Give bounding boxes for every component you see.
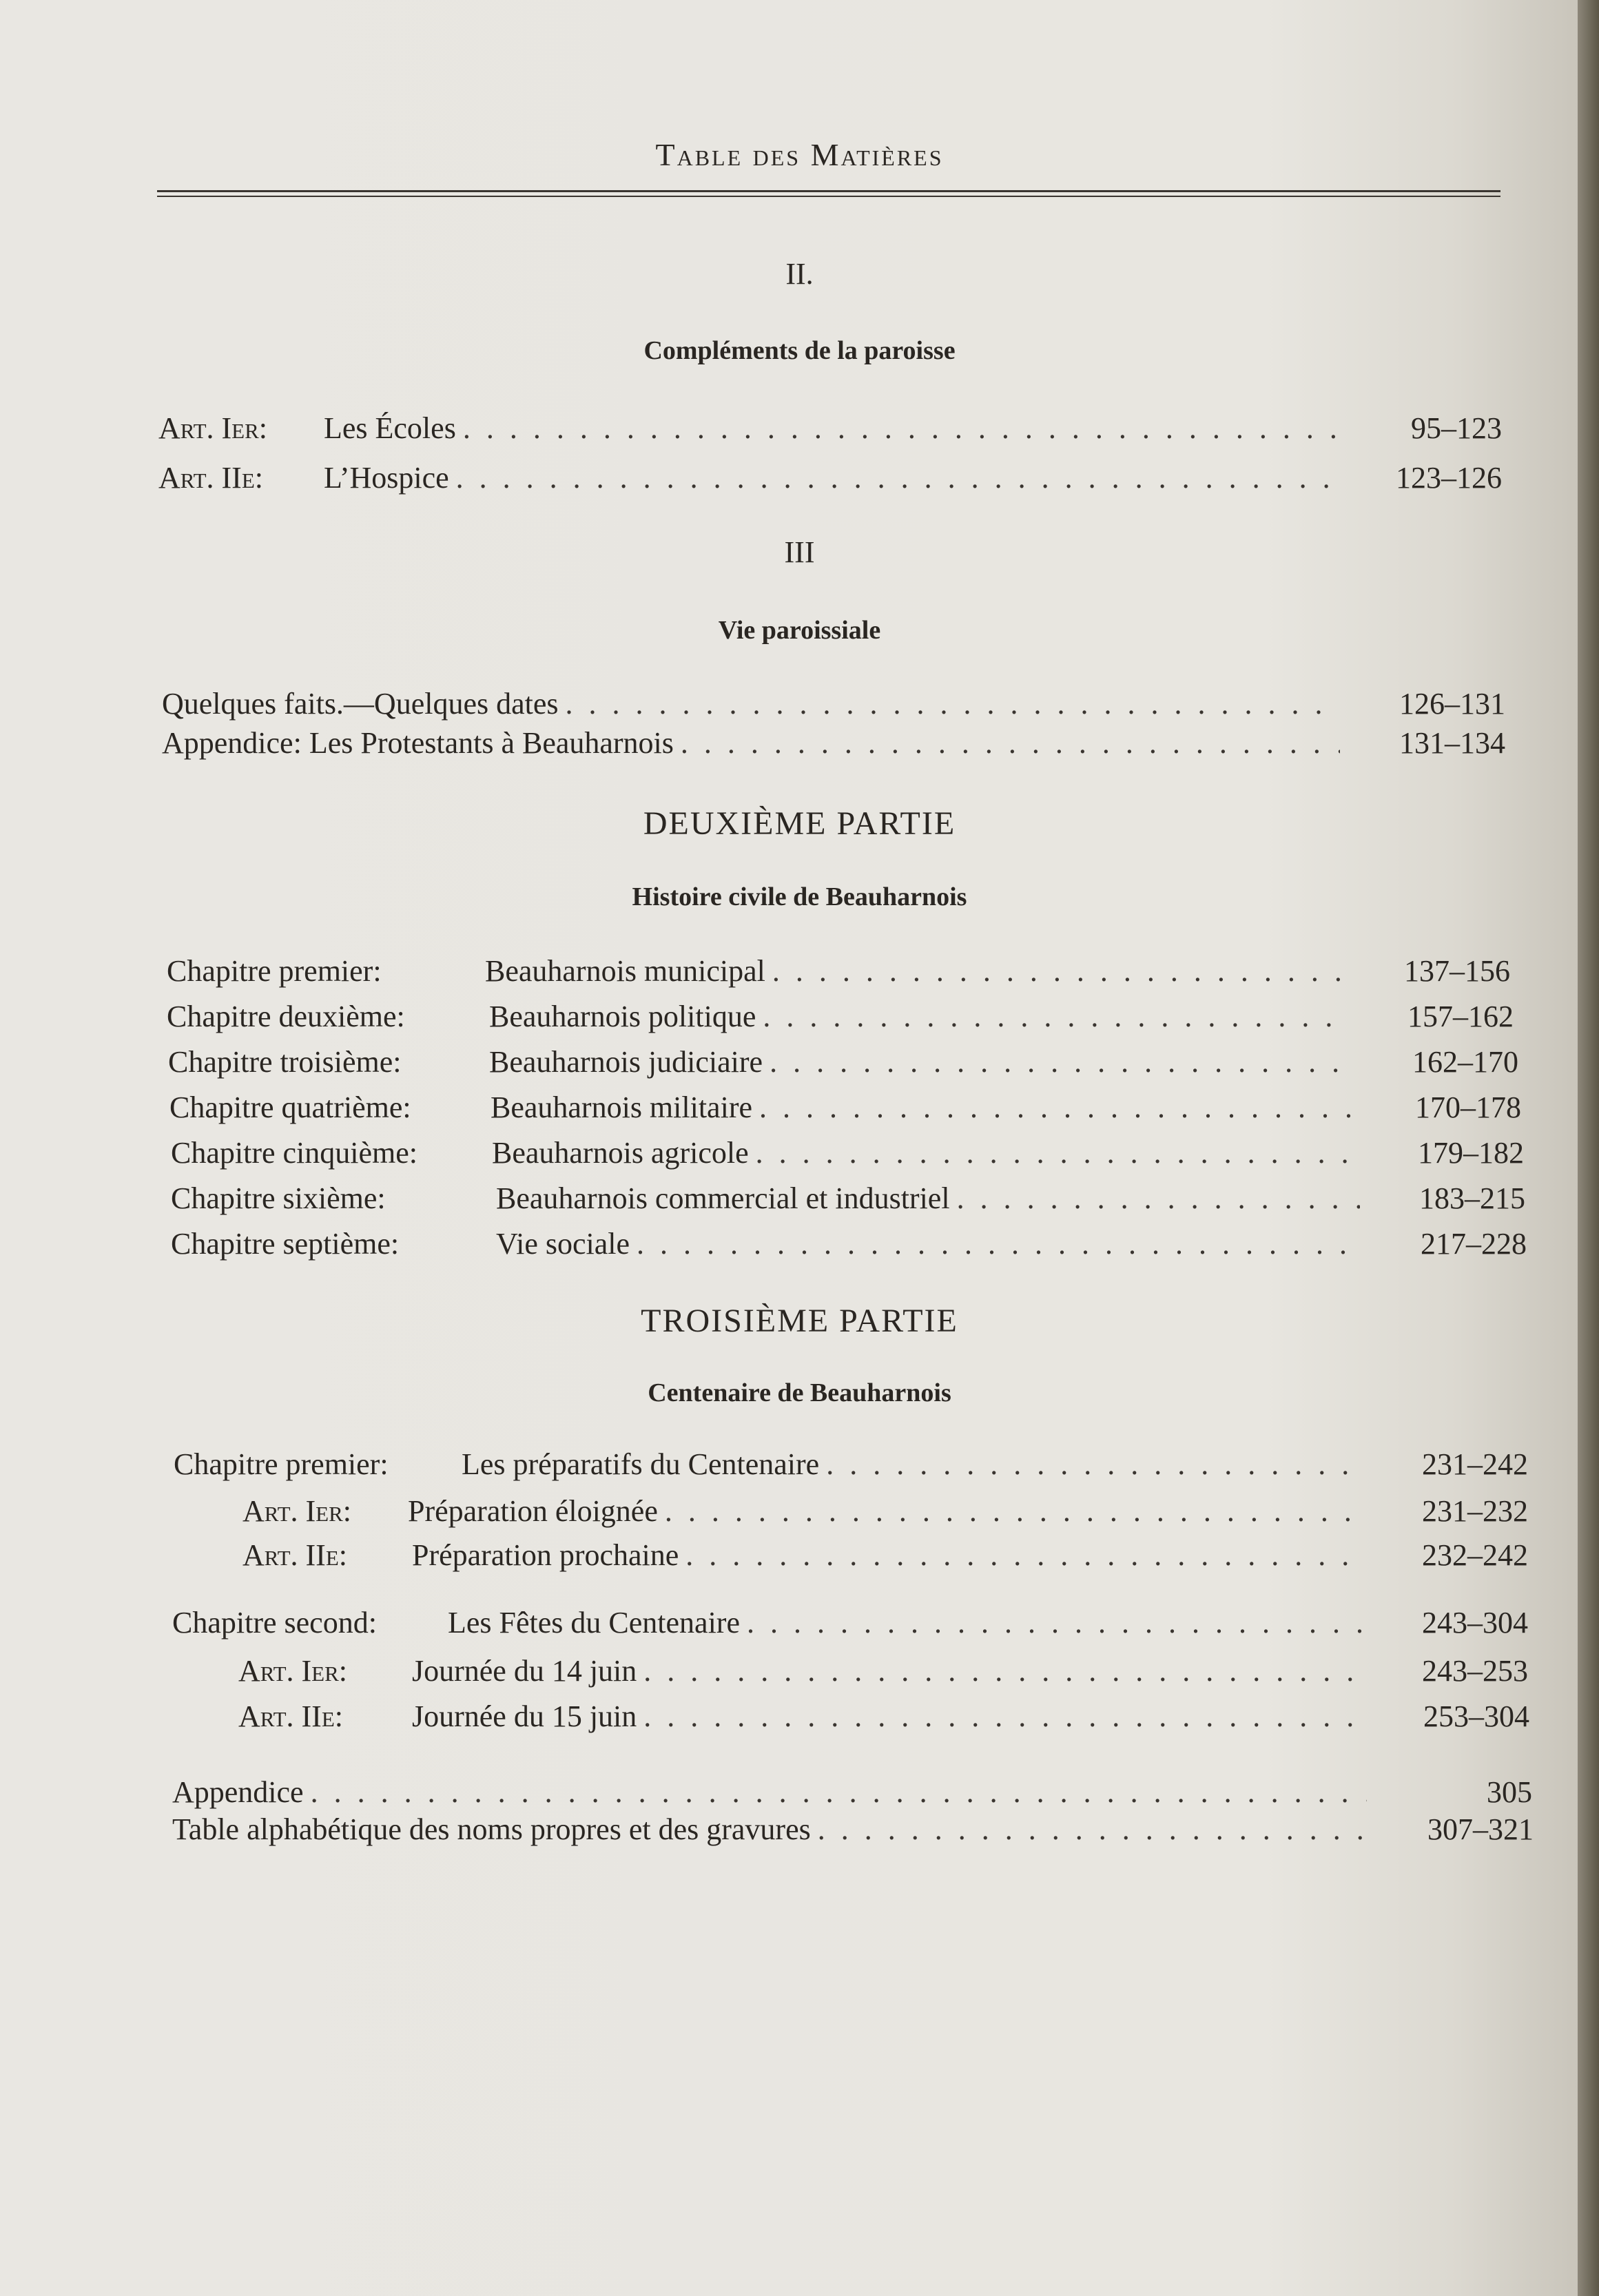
entry-title: Journée du 14 juin: [412, 1654, 637, 1688]
entry-label: Chapitre sixième:: [171, 1181, 386, 1215]
entry-label: Art. IIe:: [158, 461, 263, 495]
dot-leader: [685, 1538, 1363, 1573]
entry-title: Appendice: Les Protestants à Beauharnois: [162, 726, 674, 760]
dot-leader: [311, 1775, 1367, 1810]
entry-pages: 131–134: [1399, 726, 1505, 760]
entry-pages: 243–253: [1422, 1654, 1528, 1688]
dot-leader: [681, 725, 1340, 761]
entry-pages: 243–304: [1422, 1606, 1528, 1640]
entry-label: Chapitre cinquième:: [171, 1136, 417, 1170]
entry-pages: 305: [1487, 1775, 1532, 1809]
section-number: III: [784, 535, 815, 569]
section-number: II.: [785, 257, 814, 291]
entry-title: Préparation prochaine: [412, 1538, 679, 1572]
toc-entry: [167, 999, 1514, 1034]
entry-title: Beauharnois municipal: [485, 954, 765, 988]
dot-leader: [665, 1493, 1363, 1529]
entry-title: Beauharnois commercial et industriel: [496, 1181, 950, 1215]
dot-leader: [826, 1447, 1363, 1482]
entry-label: Art. Ier:: [243, 1494, 352, 1528]
toc-entry: [169, 1090, 1521, 1125]
toc-entry: [158, 411, 1502, 446]
running-head: Table des Matières: [655, 137, 944, 172]
entry-pages: 137–156: [1404, 954, 1510, 988]
entry-pages: 183–215: [1419, 1181, 1525, 1215]
entry-pages: 307–321: [1427, 1812, 1534, 1846]
entry-pages: 162–170: [1412, 1045, 1518, 1079]
toc-entry: [172, 1775, 1532, 1810]
entry-label: Art. IIe:: [243, 1538, 347, 1572]
entry-label: Art. IIe:: [238, 1699, 343, 1733]
entry-pages: 231–242: [1422, 1447, 1528, 1481]
entry-title: Les préparatifs du Centenaire: [462, 1447, 820, 1481]
toc-entry: [172, 1812, 1534, 1847]
entry-pages: 123–126: [1396, 461, 1502, 495]
part-title: TROISIÈME PARTIE: [641, 1303, 958, 1339]
toc-entry: [162, 725, 1505, 761]
toc-entry: [168, 1044, 1518, 1079]
part-subtitle: Centenaire de Beauharnois: [648, 1378, 951, 1407]
section-subtitle: Vie paroissiale: [718, 616, 881, 645]
entry-label: Chapitre premier:: [167, 954, 382, 988]
entry-label: Chapitre deuxième:: [167, 1000, 405, 1033]
entry-title: Préparation éloignée: [408, 1494, 658, 1528]
entry-label: Chapitre septième:: [171, 1227, 400, 1261]
entry-label: Art. Ier:: [158, 411, 268, 445]
toc-entry: [238, 1653, 1528, 1688]
dot-leader: [637, 1226, 1361, 1261]
entry-title: Les Écoles: [324, 411, 456, 445]
entry-title: Beauharnois politique: [489, 1000, 756, 1033]
section-subtitle: Compléments de la paroisse: [643, 336, 956, 365]
toc-entry: [172, 1605, 1528, 1640]
entry-pages: 157–162: [1407, 1000, 1514, 1033]
entry-pages: 253–304: [1423, 1699, 1529, 1733]
entry-title: Table alphabétique des noms propres et des gravures: [172, 1812, 811, 1846]
page-edge: [1578, 0, 1599, 2296]
toc-entry: [243, 1538, 1528, 1573]
toc-entry: [243, 1493, 1528, 1529]
entry-label: Chapitre premier:: [174, 1447, 389, 1481]
dot-leader: [643, 1653, 1363, 1688]
dot-leader: [763, 999, 1348, 1034]
part-title: DEUXIÈME PARTIE: [643, 805, 956, 842]
toc-entry: [171, 1181, 1525, 1216]
toc-entry: [238, 1699, 1529, 1734]
entry-pages: 179–182: [1418, 1136, 1524, 1170]
entry-title: Beauharnois agricole: [492, 1136, 749, 1170]
dot-leader: [772, 953, 1345, 989]
header-rule-bottom: [157, 196, 1500, 197]
dot-leader: [759, 1090, 1356, 1125]
toc-entry: [171, 1226, 1527, 1261]
entry-label: Chapitre troisième:: [168, 1045, 402, 1079]
entry-label: Art. Ier:: [238, 1654, 348, 1688]
entry-pages: 95–123: [1411, 411, 1502, 445]
entry-pages: 126–131: [1399, 687, 1505, 721]
entry-title: Les Fêtes du Centenaire: [448, 1606, 740, 1640]
entry-pages: 231–232: [1422, 1494, 1528, 1528]
toc-entry: [158, 460, 1502, 495]
toc-entry: [162, 686, 1505, 721]
entry-title: Beauharnois militaire: [491, 1090, 752, 1124]
dot-leader: [818, 1812, 1368, 1847]
entry-pages: 217–228: [1421, 1227, 1527, 1261]
entry-title: Quelques faits.—Quelques dates: [162, 687, 559, 721]
toc-entry: [171, 1135, 1524, 1170]
entry-title: Beauharnois judiciaire: [489, 1045, 763, 1079]
dot-leader: [756, 1135, 1359, 1170]
entry-label: Chapitre quatrième:: [169, 1090, 411, 1124]
entry-title: Appendice: [172, 1775, 304, 1809]
dot-leader: [957, 1181, 1360, 1216]
dot-leader: [643, 1699, 1364, 1734]
dot-leader: [463, 411, 1337, 446]
part-subtitle: Histoire civile de Beauharnois: [632, 882, 967, 911]
dot-leader: [747, 1605, 1363, 1640]
entry-title: Vie sociale: [496, 1227, 630, 1261]
entry-label: Chapitre second:: [172, 1606, 377, 1640]
entry-title: L’Hospice: [324, 461, 449, 495]
header-rule-top: [157, 190, 1500, 192]
entry-title: Journée du 15 juin: [412, 1699, 637, 1733]
dot-leader: [456, 460, 1337, 495]
toc-entry: [167, 953, 1510, 989]
dot-leader: [770, 1044, 1353, 1079]
entry-pages: 232–242: [1422, 1538, 1528, 1572]
toc-entry: [174, 1447, 1528, 1482]
entry-pages: 170–178: [1415, 1090, 1521, 1124]
dot-leader: [566, 686, 1340, 721]
